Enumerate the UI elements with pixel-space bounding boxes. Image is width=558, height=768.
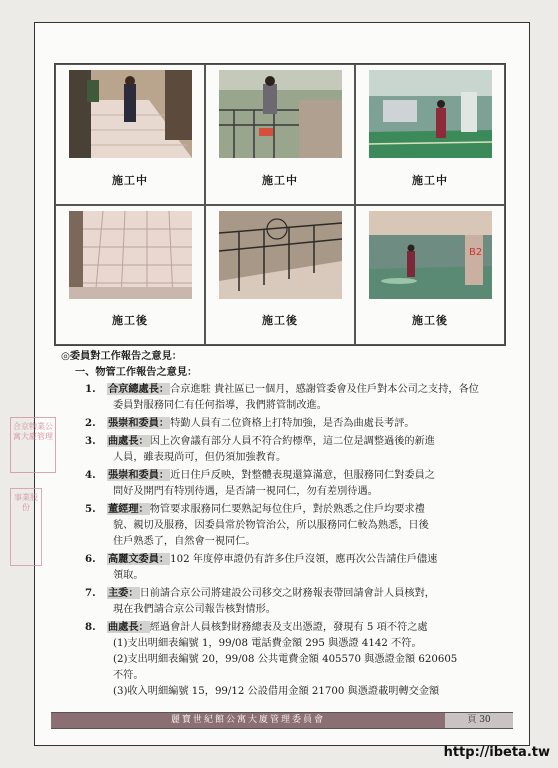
comment-line: 不符。 xyxy=(113,670,144,681)
comment-line: 領取。 xyxy=(113,570,144,581)
comment-item xyxy=(61,415,511,432)
seal-stamp xyxy=(10,417,56,473)
item-number: 7. xyxy=(85,587,96,599)
photo-railing xyxy=(219,211,342,299)
document-page xyxy=(34,22,530,746)
sub-heading: 一、物管工作報告之意見： xyxy=(75,366,198,378)
comment-line: 現在我們請合京公司報告核對情形。 xyxy=(113,604,276,615)
comment-line: 102 年度停車證仍有許多住戶沒領，應再次公告請住戶儘速 xyxy=(170,554,438,565)
comment-line: 問好及開門有特別待遇，是否請一視同仁，勿有差別待遇。 xyxy=(113,486,378,497)
comment-line: 近日住戶反映，對整體表現還算滿意，但服務同仁對委員之 xyxy=(170,470,435,481)
photo-grid xyxy=(54,63,506,346)
photo-caption: 施工中 xyxy=(412,173,448,187)
comment-item xyxy=(61,381,511,414)
footer-title: 麗寶世紀館公寓大廈管理委員會 xyxy=(51,713,445,728)
comment-line: (3)收入明細編號 15，99/12 公設借用金額 21700 與憑證載明轉交金額 xyxy=(113,686,440,697)
photo-caption: 施工後 xyxy=(262,314,298,327)
photo-caption: 施工中 xyxy=(112,173,148,187)
comment-line: (1)支出明細表編號 1，99/08 電話費金額 295 與憑證 4142 不符。 xyxy=(113,638,422,649)
comment-line: 委員對服務同仁有任何指導，我們將管制改進。 xyxy=(113,400,327,411)
photo-caption: 施工後 xyxy=(112,314,148,327)
comment-item xyxy=(61,433,511,466)
speaker-name: 張崇和委員： xyxy=(108,469,170,481)
item-number: 6. xyxy=(85,553,96,565)
watermark: http://ibeta.tw xyxy=(443,745,550,760)
comment-line: 人員，雖表現尚可，但仍須加強教育。 xyxy=(113,452,287,463)
speaker-name: 曲處長： xyxy=(108,435,149,447)
speaker-name: 高麗文委員： xyxy=(108,553,170,565)
page-footer xyxy=(51,712,513,729)
comment-line: 經過會計人員核對財務總表及支出憑證，發現有 5 項不符之處 xyxy=(149,622,428,633)
photo-cell xyxy=(205,64,355,205)
photo-tiled-floor xyxy=(69,211,192,299)
photo-caption: 施工中 xyxy=(262,173,298,187)
item-number: 5. xyxy=(85,503,96,515)
svg-text:B2: B2 xyxy=(469,246,483,258)
comment-line: 因上次會議有部分人員不符合約標準，這二位是調整過後的新進 xyxy=(149,436,435,447)
meeting-notes xyxy=(61,348,511,701)
comment-line: 日前請合京公司將建設公司移交之財務報表帶回請會計人員核對， xyxy=(139,588,435,599)
speaker-name: 張崇和委員： xyxy=(108,417,170,429)
speaker-name: 合京總處長： xyxy=(108,383,170,395)
section-heading: ◎委員對工作報告之意見： xyxy=(61,350,182,362)
photo-parking-garage xyxy=(369,70,492,158)
comment-item xyxy=(61,501,511,550)
comment-item xyxy=(61,619,511,700)
comment-line: 合京進駐 貴社區已一個月，感謝管委會及住戶對本公司之支持，各位 xyxy=(170,384,479,395)
item-number: 2. xyxy=(85,417,96,429)
comment-item xyxy=(61,585,511,618)
comment-item xyxy=(61,467,511,500)
comment-line: 住戶熟悉了，自然會一視同仁。 xyxy=(113,536,256,547)
comment-list xyxy=(61,381,511,700)
item-number: 1. xyxy=(85,383,96,395)
speaker-name: 曲處長： xyxy=(108,621,149,633)
item-number: 8. xyxy=(85,621,96,633)
speaker-name: 主委： xyxy=(108,587,139,599)
item-number: 3. xyxy=(85,435,96,447)
item-number: 4. xyxy=(85,469,96,481)
speaker-name: 董經理： xyxy=(108,503,149,515)
comment-item xyxy=(61,551,511,584)
page-number: 頁 30 xyxy=(467,715,491,725)
photo-caption: 施工後 xyxy=(412,314,448,327)
photo-hallway-mopping xyxy=(69,70,192,158)
comment-line: 貌、親切及服務，因委員常於物管治公，所以服務同仁較為熟悉，日後 xyxy=(113,520,429,531)
stamp-text-2: 事業股份 xyxy=(14,493,38,512)
photo-cell xyxy=(55,64,205,205)
photo-cell xyxy=(55,205,205,346)
photo-cell xyxy=(355,64,505,205)
photo-garage-clean xyxy=(369,211,492,299)
photo-cell xyxy=(355,205,505,346)
comment-line: 物管要求服務同仁要熟記每位住戶，對於熟悉之住戶均要求禮 xyxy=(149,504,425,515)
photo-balcony-cleaning xyxy=(219,70,342,158)
comment-line: (2)支出明細表編號 20，99/08 公共電費金額 405570 與憑證金額 620605 xyxy=(113,654,458,665)
photo-cell xyxy=(205,205,355,346)
comment-line: 特勤人員有二位資格上打特加強，是否為曲處長考評。 xyxy=(170,418,415,429)
stamp-text: 合京物業公寓大廈管理 xyxy=(13,422,53,441)
seal-stamp-2 xyxy=(10,488,42,566)
